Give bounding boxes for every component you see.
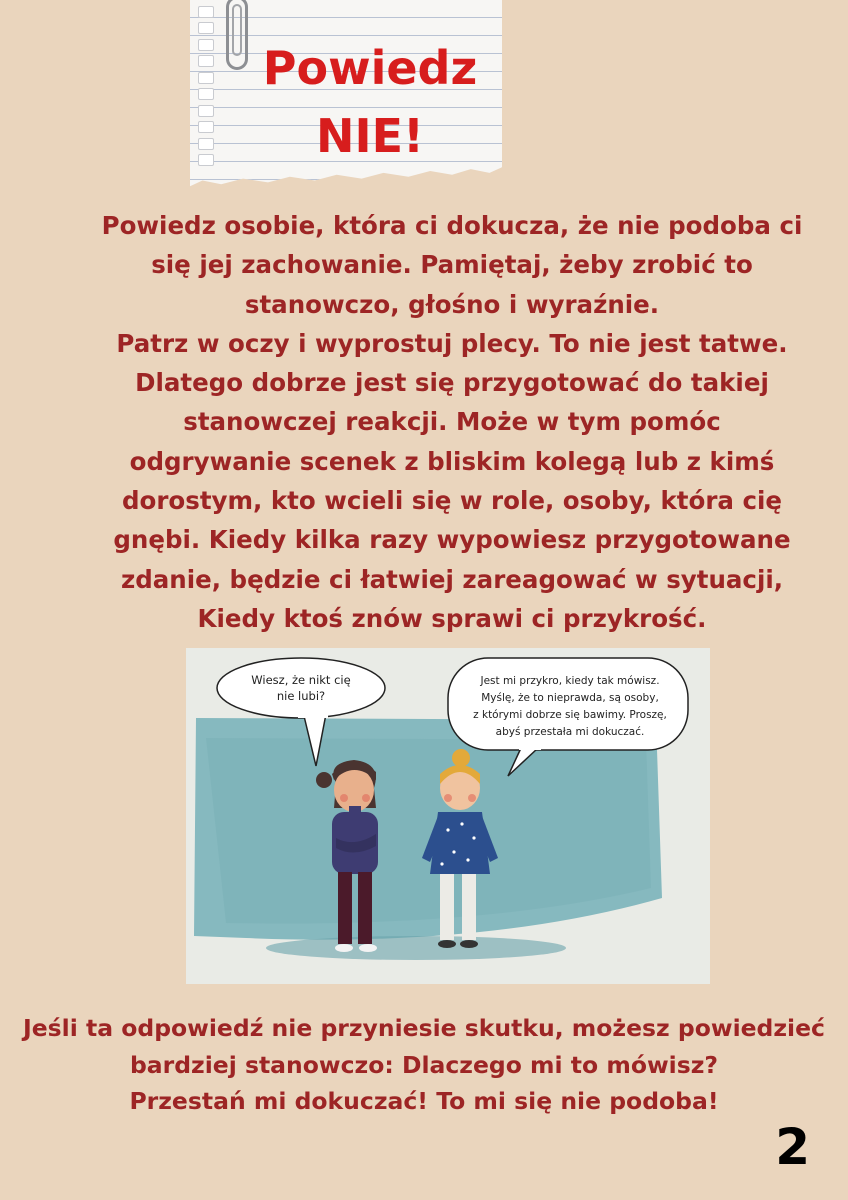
body-line: odgrywanie scenek z bliskim kolegą lub z kimś bbox=[129, 446, 775, 476]
body-line: Dlatego dobrze jest się przygotować do takiej bbox=[135, 368, 769, 398]
body-line: gnębi. Kiedy kilka razy wypowiesz przygotowane bbox=[113, 525, 791, 555]
binder-holes bbox=[198, 6, 214, 166]
body-paragraph bbox=[60, 206, 844, 638]
footer-paragraph bbox=[0, 1010, 848, 1120]
title-line-2: NIE! bbox=[315, 109, 424, 163]
footer-line: Przestań mi dokuczać! To mi się nie podoba! bbox=[129, 1087, 719, 1115]
body-line: Patrz w oczy i wyprostuj plecy. To nie jest tatwe. bbox=[116, 328, 788, 358]
body-line: dorostym, kto wcieli się w role, osoby, która cię bbox=[121, 486, 783, 516]
body-line: się jej zachowanie. Pamiętaj, żeby zrobić to bbox=[151, 250, 753, 280]
body-line: Kiedy ktoś znów sprawi ci przykrość. bbox=[197, 603, 707, 633]
body-line: zdanie, będzie ci łatwiej zareagować w sytuacji, bbox=[120, 564, 784, 594]
bubble-right-line-3: z którymi dobrze się bawimy. Proszę, bbox=[473, 709, 667, 721]
bubble-left-line-1: Wiesz, że nikt cię bbox=[251, 673, 351, 687]
body-line: stanowczo, głośno i wyraźnie. bbox=[244, 289, 660, 319]
title-line-1: Powiedz bbox=[262, 41, 478, 95]
bubble-left-line-2: nie lubi? bbox=[276, 689, 326, 703]
body-line: Powiedz osobie, która ci dokucza, że nie podoba ci bbox=[101, 211, 803, 240]
footer-line: Jeśli ta odpowiedź nie przyniesie skutku, możesz powiedzieć bbox=[23, 1014, 825, 1042]
illustration-svg bbox=[186, 648, 710, 984]
page-title bbox=[230, 34, 510, 170]
bubble-right-line-1: Jest mi przykro, kiedy tak mówisz. bbox=[480, 675, 660, 687]
footer-line: bardziej stanowczo: Dlaczego mi to mówisz? bbox=[129, 1050, 719, 1079]
body-line: stanowczej reakcji. Może w tym pomóc bbox=[183, 407, 721, 437]
illustration bbox=[186, 648, 710, 984]
bubble-right-line-4: abyś przestała mi dokuczać. bbox=[495, 726, 645, 738]
bubble-right-line-2: Myślę, że to nieprawda, są osoby, bbox=[481, 692, 659, 704]
page-number: 2 bbox=[775, 1118, 810, 1176]
